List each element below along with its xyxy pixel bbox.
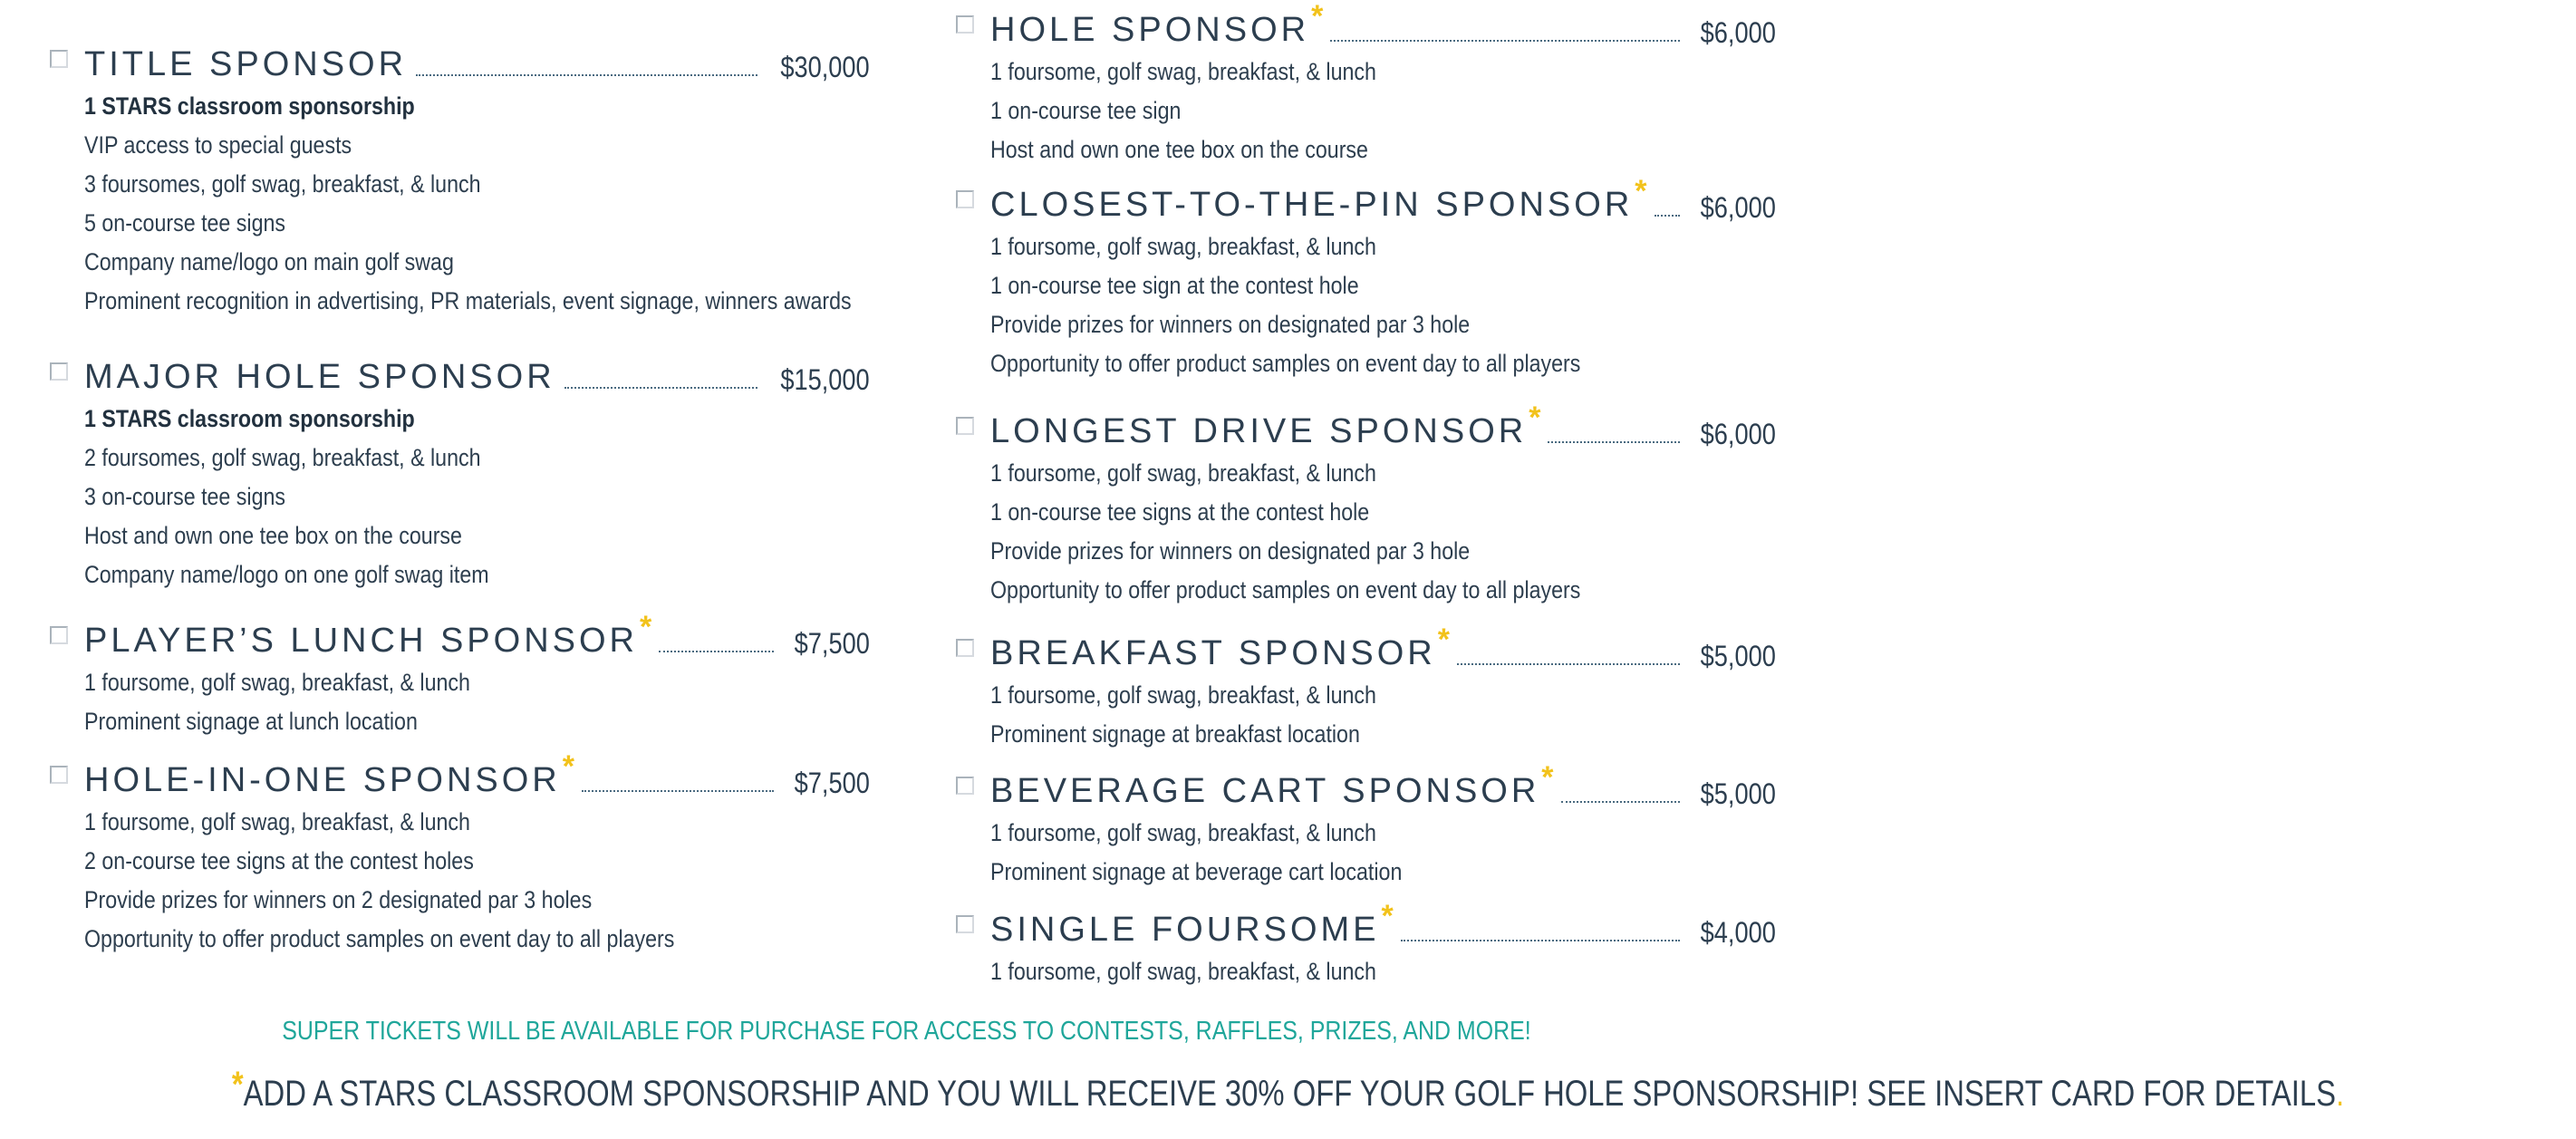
- benefit-item: 5 on-course tee signs: [84, 209, 286, 236]
- sponsor-title: BREAKFAST SPONSOR: [990, 634, 1436, 672]
- footnote-text: ADD A STARS CLASSROOM SPONSORSHIP AND YOU WILL RECEIVE 30% OFF YOUR GOLF HOLE SPONSORSHIP! SEE INSERT CARD FOR DETAILS: [243, 1074, 2336, 1114]
- benefit-item: 1 on-course tee signs at the contest hole: [990, 498, 1370, 526]
- sponsor-price: $15,000: [780, 363, 870, 396]
- sponsor-checkbox-hole-in-one-sponsor[interactable]: [50, 766, 68, 784]
- sponsor-title-row: [990, 625, 1776, 671]
- benefit-list: [956, 53, 1776, 169]
- sponsor-header: [956, 899, 1776, 952]
- sponsor-title-wrap: [84, 763, 561, 797]
- sponsor-title-row: [990, 2, 1776, 47]
- sponsor-header: [50, 610, 870, 663]
- sponsor-checkbox-title-sponsor[interactable]: [50, 50, 68, 68]
- sponsor-title: HOLE SPONSOR: [990, 11, 1310, 49]
- benefit-list: [50, 400, 870, 594]
- footnote-period: .: [2335, 1074, 2345, 1114]
- dotted-leader: [1655, 215, 1681, 217]
- sponsor-price: $6,000: [1700, 418, 1776, 450]
- sponsor-header: [956, 2, 1776, 53]
- discount-asterisk: *: [1635, 174, 1647, 208]
- sponsor-title-row: [84, 610, 870, 660]
- sponsor-checkbox-player-s-lunch-sponsor[interactable]: [50, 626, 68, 644]
- super-tickets-notice: [0, 1017, 1812, 1047]
- sponsor-checkbox-closest-to-the-pin-sponsor[interactable]: [956, 190, 974, 208]
- dotted-leader: [582, 790, 774, 792]
- discount-asterisk: *: [562, 749, 574, 784]
- sponsor-major-hole-sponsor: [50, 349, 870, 594]
- benefit-item: Prominent signage at beverage cart location: [990, 858, 1403, 885]
- benefit-list: [956, 952, 1776, 991]
- benefit-item: 1 foursome, golf swag, breakfast, & lunch: [990, 819, 1376, 846]
- sponsor-title-sponsor: [50, 36, 870, 321]
- benefit-item: 2 on-course tee signs at the contest holes: [84, 847, 474, 874]
- sponsor-player-s-lunch-sponsor: [50, 610, 870, 741]
- sponsor-title-wrap: [990, 13, 1309, 47]
- dotted-leader: [1548, 441, 1680, 443]
- benefit-list: [50, 87, 870, 321]
- benefit-list: [956, 676, 1776, 754]
- dotted-leader: [1330, 40, 1680, 42]
- benefit-item: 1 foursome, golf swag, breakfast, & lunch: [990, 58, 1376, 85]
- sponsor-title-row: [990, 403, 1776, 449]
- sponsor-checkbox-major-hole-sponsor[interactable]: [50, 362, 68, 381]
- benefit-item: Prominent recognition in advertising, PR materials, event signage, winners awards: [84, 287, 852, 314]
- sponsor-title: CLOSEST-TO-THE-PIN SPONSOR: [990, 186, 1634, 224]
- sponsor-header: [50, 349, 870, 400]
- sponsor-price: $6,000: [1700, 191, 1776, 224]
- dotted-leader: [416, 74, 757, 76]
- benefit-item: 1 foursome, golf swag, breakfast, & lunch: [84, 808, 470, 835]
- sponsor-title-wrap: [84, 360, 555, 394]
- sponsor-title-wrap: [84, 623, 638, 658]
- sponsor-price: $5,000: [1700, 777, 1776, 810]
- sponsor-title: SINGLE FOURSOME: [990, 911, 1380, 949]
- benefit-item: 1 foursome, golf swag, breakfast, & lunch: [990, 233, 1376, 260]
- benefit-item: 3 foursomes, golf swag, breakfast, & lunch: [84, 170, 481, 198]
- sponsor-title-wrap: [990, 774, 1539, 808]
- benefit-item: 1 STARS classroom sponsorship: [84, 405, 415, 432]
- benefit-item: 1 foursome, golf swag, breakfast, & lunch: [84, 669, 470, 696]
- benefit-item: 3 on-course tee signs: [84, 483, 286, 510]
- sponsor-title: MAJOR HOLE SPONSOR: [84, 358, 555, 396]
- benefit-list: [50, 803, 870, 959]
- sponsor-header: [956, 625, 1776, 676]
- benefit-list: [50, 663, 870, 741]
- sponsor-title-row: [990, 899, 1776, 949]
- benefit-item: Opportunity to offer product samples on event day to all players: [84, 925, 675, 952]
- sponsor-title-row: [990, 174, 1776, 224]
- sponsor-checkbox-breakfast-sponsor[interactable]: [956, 639, 974, 657]
- benefit-item: Prominent signage at lunch location: [84, 708, 418, 735]
- benefit-item: 2 foursomes, golf swag, breakfast, & lunch: [84, 444, 481, 471]
- dotted-leader: [1457, 663, 1680, 665]
- sponsor-price: $5,000: [1700, 640, 1776, 672]
- sponsor-breakfast-sponsor: [956, 625, 1776, 754]
- benefit-item: Company name/logo on main golf swag: [84, 248, 454, 275]
- sponsor-closest-to-the-pin-sponsor: [956, 174, 1776, 383]
- sponsor-checkbox-beverage-cart-sponsor[interactable]: [956, 777, 974, 795]
- classroom-discount-footnote: [0, 1065, 2345, 1115]
- sponsor-price: $6,000: [1700, 16, 1776, 49]
- benefit-item: VIP access to special guests: [84, 131, 352, 159]
- sponsor-title-wrap: [990, 414, 1527, 449]
- sponsor-header: [50, 749, 870, 803]
- sponsor-price: $30,000: [780, 51, 870, 83]
- sponsor-price: $4,000: [1700, 916, 1776, 949]
- sponsor-checkbox-single-foursome[interactable]: [956, 915, 974, 933]
- dotted-leader: [1401, 940, 1680, 941]
- benefit-item: Provide prizes for winners on designated par 3 hole: [990, 537, 1471, 565]
- benefit-item: Host and own one tee box on the course: [84, 522, 462, 549]
- benefit-item: 1 foursome, golf swag, breakfast, & lunch: [990, 958, 1376, 985]
- discount-asterisk: *: [639, 610, 652, 644]
- benefit-item: Opportunity to offer product samples on event day to all players: [990, 350, 1581, 377]
- sponsor-beverage-cart-sponsor: [956, 760, 1776, 892]
- sponsor-header: [50, 36, 870, 87]
- sponsor-price: $7,500: [794, 627, 870, 660]
- sponsor-title-row: [990, 760, 1776, 810]
- discount-asterisk: *: [1311, 0, 1324, 34]
- benefit-list: [956, 227, 1776, 383]
- discount-asterisk: *: [1541, 760, 1554, 795]
- benefit-list: [956, 454, 1776, 610]
- sponsor-single-foursome: [956, 899, 1776, 991]
- benefit-list: [956, 814, 1776, 892]
- discount-asterisk: *: [1381, 899, 1394, 933]
- benefit-item: 1 foursome, golf swag, breakfast, & lunch: [990, 681, 1376, 709]
- benefit-item: Opportunity to offer product samples on event day to all players: [990, 576, 1581, 603]
- benefit-item: Provide prizes for winners on designated par 3 hole: [990, 311, 1471, 338]
- discount-asterisk: *: [1529, 401, 1541, 435]
- benefit-item: Prominent signage at breakfast location: [990, 720, 1360, 748]
- benefit-item: 1 on-course tee sign: [990, 97, 1182, 124]
- sponsor-title-wrap: [990, 636, 1436, 671]
- sponsor-title: HOLE-IN-ONE SPONSOR: [84, 761, 561, 799]
- sponsor-hole-sponsor: [956, 2, 1776, 169]
- dotted-leader: [1561, 801, 1681, 803]
- sponsor-header: [956, 403, 1776, 454]
- benefit-item: 1 foursome, golf swag, breakfast, & lunch: [990, 459, 1376, 487]
- sponsor-header: [956, 174, 1776, 227]
- sponsor-hole-in-one-sponsor: [50, 749, 870, 959]
- sponsor-title-row: [84, 36, 870, 82]
- sponsor-price: $7,500: [794, 767, 870, 799]
- benefit-item: 1 STARS classroom sponsorship: [84, 92, 415, 120]
- sponsor-header: [956, 760, 1776, 814]
- sponsor-title-row: [84, 349, 870, 394]
- sponsor-title: BEVERAGE CART SPONSOR: [990, 772, 1540, 810]
- super-tickets-text: SUPER TICKETS WILL BE AVAILABLE FOR PURCHASE FOR ACCESS TO CONTESTS, RAFFLES, PRIZES, AND MORE!: [281, 1017, 1531, 1046]
- benefit-item: Provide prizes for winners on 2 designated par 3 holes: [84, 886, 593, 913]
- benefit-item: Company name/logo on one golf swag item: [84, 561, 489, 588]
- benefit-item: 1 on-course tee sign at the contest hole: [990, 272, 1359, 299]
- discount-asterisk: *: [1437, 623, 1450, 657]
- footnote-asterisk: *: [231, 1065, 244, 1105]
- sponsor-title-wrap: [84, 47, 407, 82]
- sponsor-title: TITLE SPONSOR: [84, 45, 408, 83]
- sponsor-title-wrap: [990, 912, 1380, 947]
- sponsor-title: PLAYER’S LUNCH SPONSOR: [84, 622, 638, 660]
- dotted-leader: [564, 387, 758, 389]
- sponsor-longest-drive-sponsor: [956, 403, 1776, 610]
- sponsor-title-row: [84, 749, 870, 799]
- sponsor-checkbox-hole-sponsor[interactable]: [956, 15, 974, 34]
- sponsor-title-wrap: [990, 188, 1633, 222]
- sponsor-checkbox-longest-drive-sponsor[interactable]: [956, 417, 974, 435]
- benefit-item: Host and own one tee box on the course: [990, 136, 1368, 163]
- sponsor-title: LONGEST DRIVE SPONSOR: [990, 412, 1528, 450]
- dotted-leader: [659, 651, 774, 652]
